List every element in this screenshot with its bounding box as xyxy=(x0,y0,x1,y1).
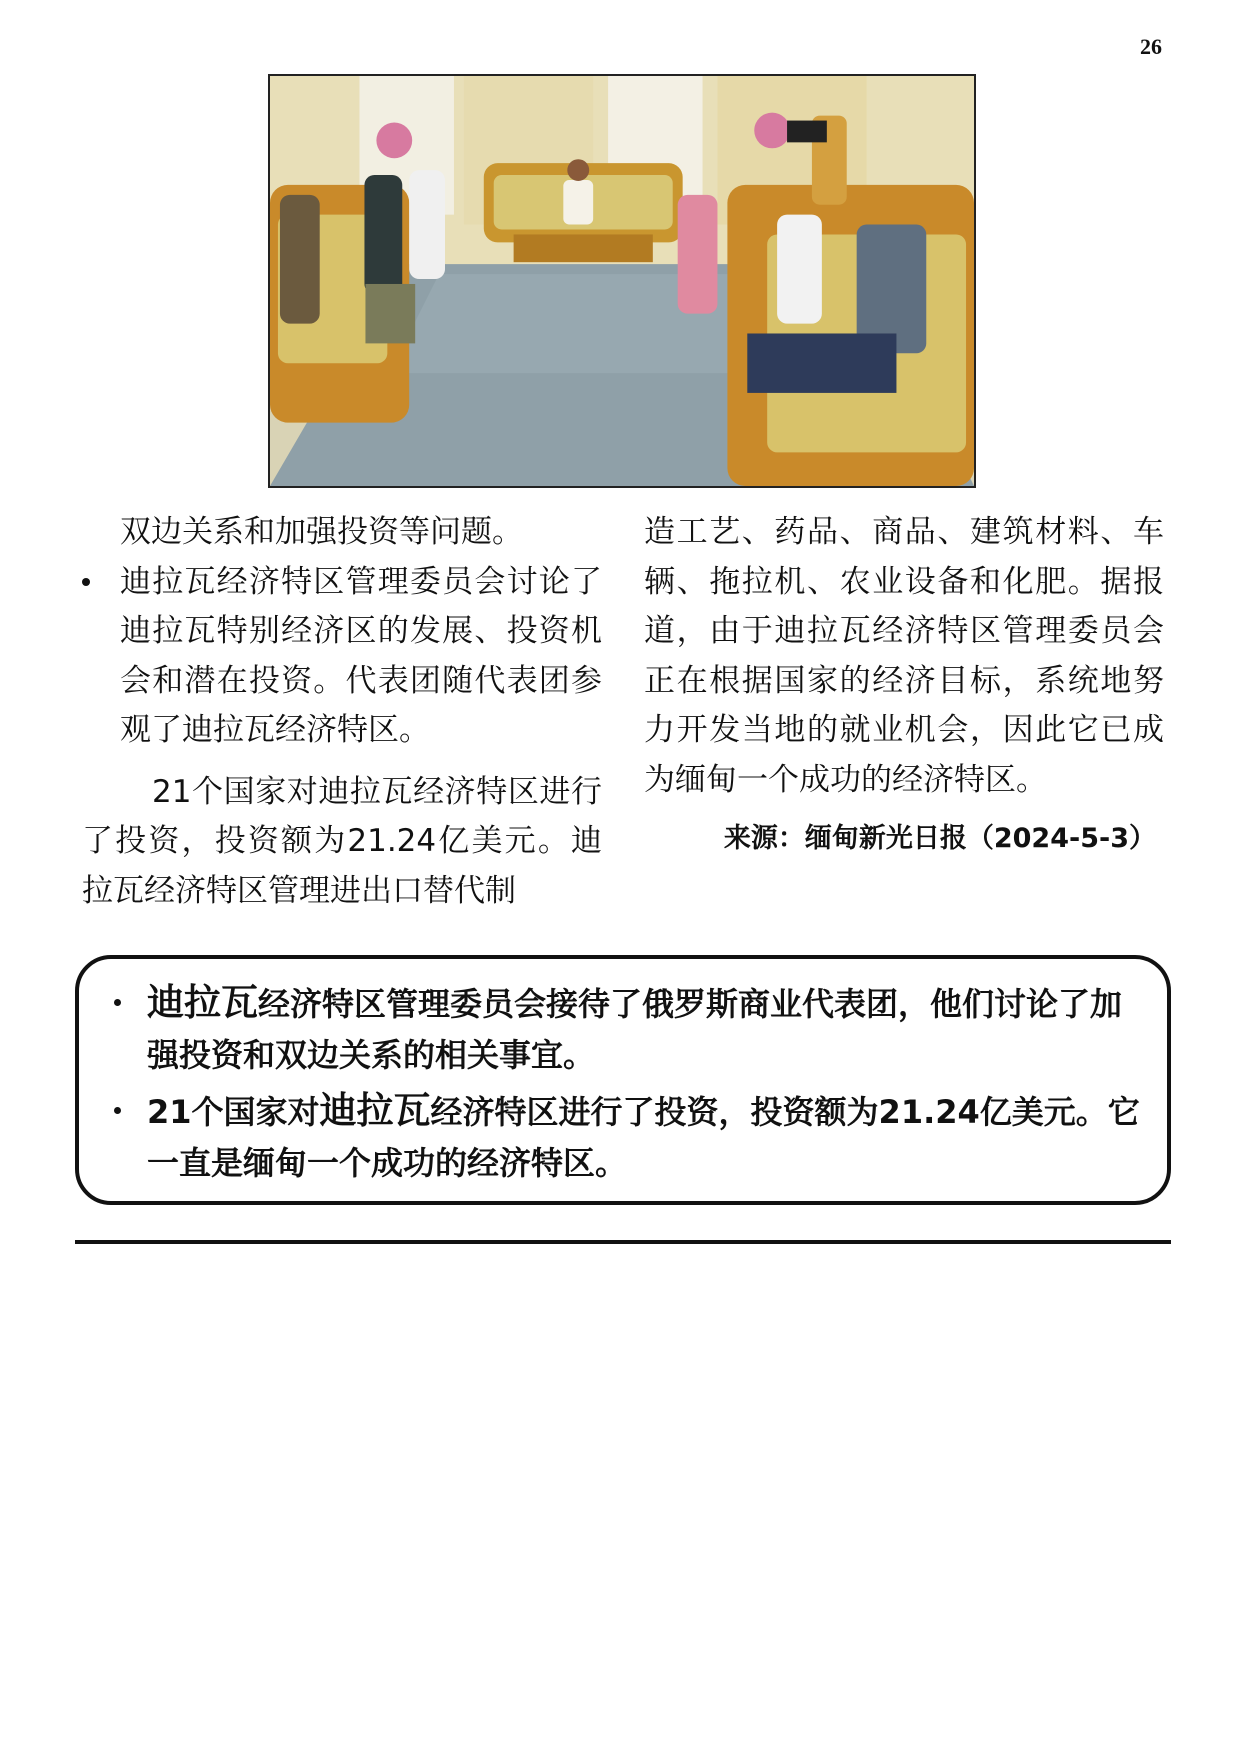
page-number: 26 xyxy=(1140,34,1162,59)
summary-item xyxy=(97,1085,1147,1189)
body-paragraph: 造工艺、药品、商品、建筑材料、车辆、拖拉机、农业设备和化肥。据报道，由于迪拉瓦经济特区管理委员会正在根据国家的经济目标，系统地努力开发当地的就业机会，因此它已成为缅甸一个成功的经济特区。 xyxy=(644,514,1164,798)
meeting-photo xyxy=(268,74,976,488)
bullet-icon xyxy=(82,578,90,586)
summary-text: 经济特区进行了投资，投资额为21.24亿美元。它一直是缅甸一个成功的经济特区。 xyxy=(147,1093,1140,1182)
bullet-text: 迪拉瓦经济特区管理委员会讨论了迪拉瓦特别经济区的发展、投资机会和潜在投资。代表团随代表团参观了迪拉瓦经济特区。 xyxy=(120,563,602,748)
left-column xyxy=(82,508,602,916)
summary-item xyxy=(97,977,1147,1081)
summary-text: 经济特区管理委员会接待了俄罗斯商业代表团，他们讨论了加强投资和双边关系的相关事宜。 xyxy=(147,985,1123,1074)
source-citation: 来源：缅甸新光日报（2024-5-3） xyxy=(723,823,1156,854)
right-column xyxy=(644,508,1164,859)
summary-box xyxy=(75,955,1171,1205)
bullet-icon xyxy=(114,1107,121,1114)
continued-text: 双边关系和加强投资等问题。 xyxy=(120,514,523,550)
summary-text: 21个国家对 xyxy=(147,1093,320,1131)
highlight-term: 迪拉瓦 xyxy=(147,981,258,1024)
highlight-term: 迪拉瓦 xyxy=(319,1089,431,1132)
bullet-icon xyxy=(114,999,121,1006)
divider-rule xyxy=(75,1240,1171,1244)
body-paragraph: 21个国家对迪拉瓦经济特区进行了投资，投资额为21.24亿美元。迪拉瓦经济特区管理进出口替代制 xyxy=(82,773,602,909)
bullet-item xyxy=(82,558,602,756)
